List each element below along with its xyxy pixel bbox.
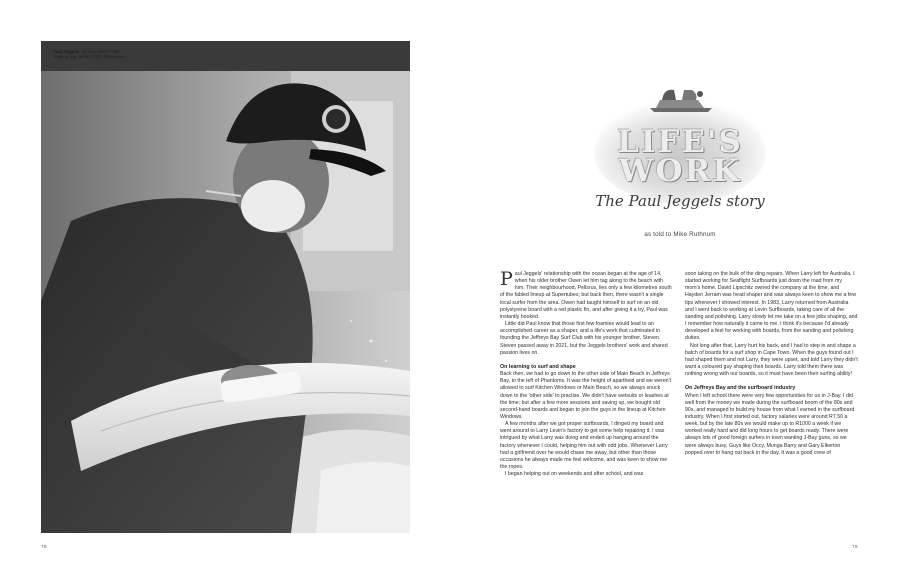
shaper-photo bbox=[41, 41, 410, 533]
hand-plane-icon bbox=[648, 84, 714, 114]
body-paragraph: Back then, we had to go down to the other side of Main Beach in Jeffreys Bay, to the left of Phantoms. It was the height of apartheid and we weren't allowed to surf Kitchen Windows or Main Beach, so we always snuck down to the 'other side' to practise. We didn't have wetsuits or leashes at the time; but after a few more sessions and saving up, we bought old second-hand boards and began to join the guys in the lineup at Kitchen Windows. bbox=[500, 371, 672, 420]
title-line-1: LIFE'S bbox=[617, 124, 743, 160]
text-column-2 bbox=[685, 271, 858, 457]
section-heading: On learning to surf and shape bbox=[500, 363, 576, 370]
byline: as told to Mike Ruthnum bbox=[644, 231, 716, 238]
body-paragraph: Not long after that, Larry hurt his back, and I had to step in and shape a batch of boards for a surf shop in Cape Town. When the guys found out I had shaped them and not Larry, they were upset, and told Larry they didn't want a coloured guy shaping their boards. Larry told them there was nothing wrong with our boards, so it must have been their surfing ability! bbox=[685, 342, 858, 378]
title-line-2: WORK bbox=[618, 153, 742, 189]
caption-line2: shaping bay, winter 2022, @scrrwave bbox=[53, 54, 125, 60]
body-paragraph: When I left school there were very few opportunities for us in J-Bay. I did well from the money we made during the surfboard boom of the 80s and 90s, and managed to build my house from what I earned in the surfboard industry. When I first started out, factory salaries were around R7,50 a week, but by the late 80s we would make up to R1000 a week if we worked really hard and did long hours to get boards ready. There were always lots of good foreign surfers in town wanting J-Bay guns, so we were always busy. Guys like Occy, Munga Barry and Gary Elkerton popped over to hang out back in the day. It was a good crew of bbox=[685, 392, 855, 456]
caption-line1: , photographed in his bbox=[79, 49, 120, 54]
section-heading: On Jeffreys Bay and the surfboard industry bbox=[685, 385, 796, 392]
body-paragraph: soon taking on the bulk of the ding repairs. When Larry left for Australia, I started working for Seaflight Surfboards just down the road from my mom's home. David Lipschitz owned the company at the time, and Hayden Jerram was head shaper and was always keen to show me a few tips whenever I showed interest. In 1983, Larry returned from Australia and I went back to working at Levin Surfboards, taking care of all the sanding and polishing. Larry slowly let me take on a few jobs shaping, and I remember how naturally it came to me. I think it's because I'd already developed a feel for working with boards, from the sanding and polishing duties. bbox=[685, 271, 858, 342]
text-column-1 bbox=[500, 268, 673, 478]
article-subtitle: The Paul Jeggels story bbox=[595, 192, 765, 210]
drop-cap: P bbox=[500, 268, 513, 290]
photo-caption bbox=[53, 49, 173, 60]
body-paragraph: A few months after we got proper surfboards, I dinged my board and went around to Larry Levin's factory to get some help repairing it. I was intrigued by what Larry was doing and ended up hanging around the factory whenever I could, helping him out with odd jobs. Whenever Larry had a girlfriend over he would chase me away, but other than those occasions he always made me feel welcome, and was keen to show me the ropes. bbox=[500, 421, 668, 471]
body-paragraph: I began helping out on weekends and after school, and was bbox=[505, 471, 644, 478]
article-title bbox=[590, 124, 770, 189]
page-number-right: 79 bbox=[852, 544, 859, 549]
shaper-photo-illustration bbox=[41, 41, 410, 533]
article-title-block bbox=[590, 82, 770, 242]
page-number-left: 78 bbox=[41, 544, 48, 549]
caption-name: Paul Jeggels bbox=[53, 49, 80, 54]
intro-text: aul Jeggels' relationship with the ocean began at the age of 14, when his older brother Owen let him tag along to the beach with him. Their neighbourhood, Pellsrus, lies only a few kilometres south of the fabled lineup at Supertubes; but back then, there wasn't a single local surfer from the area. Owen had taught himself to surf on an old polystyrene board with a red plastic fin, and after giving it a try, Paul was instantly hooked. bbox=[500, 271, 672, 320]
intro-paragraph bbox=[500, 268, 673, 321]
body-paragraph: Little did Paul know that those first few foamies would lead to an accomplished career as a shaper, and a life's work that culminated in founding the Jeffreys Bay Surf Club with his younger brother, Steven. Steven passed away in 2021, but the Jeggels brothers' work and shared passion lives on. bbox=[500, 321, 668, 356]
